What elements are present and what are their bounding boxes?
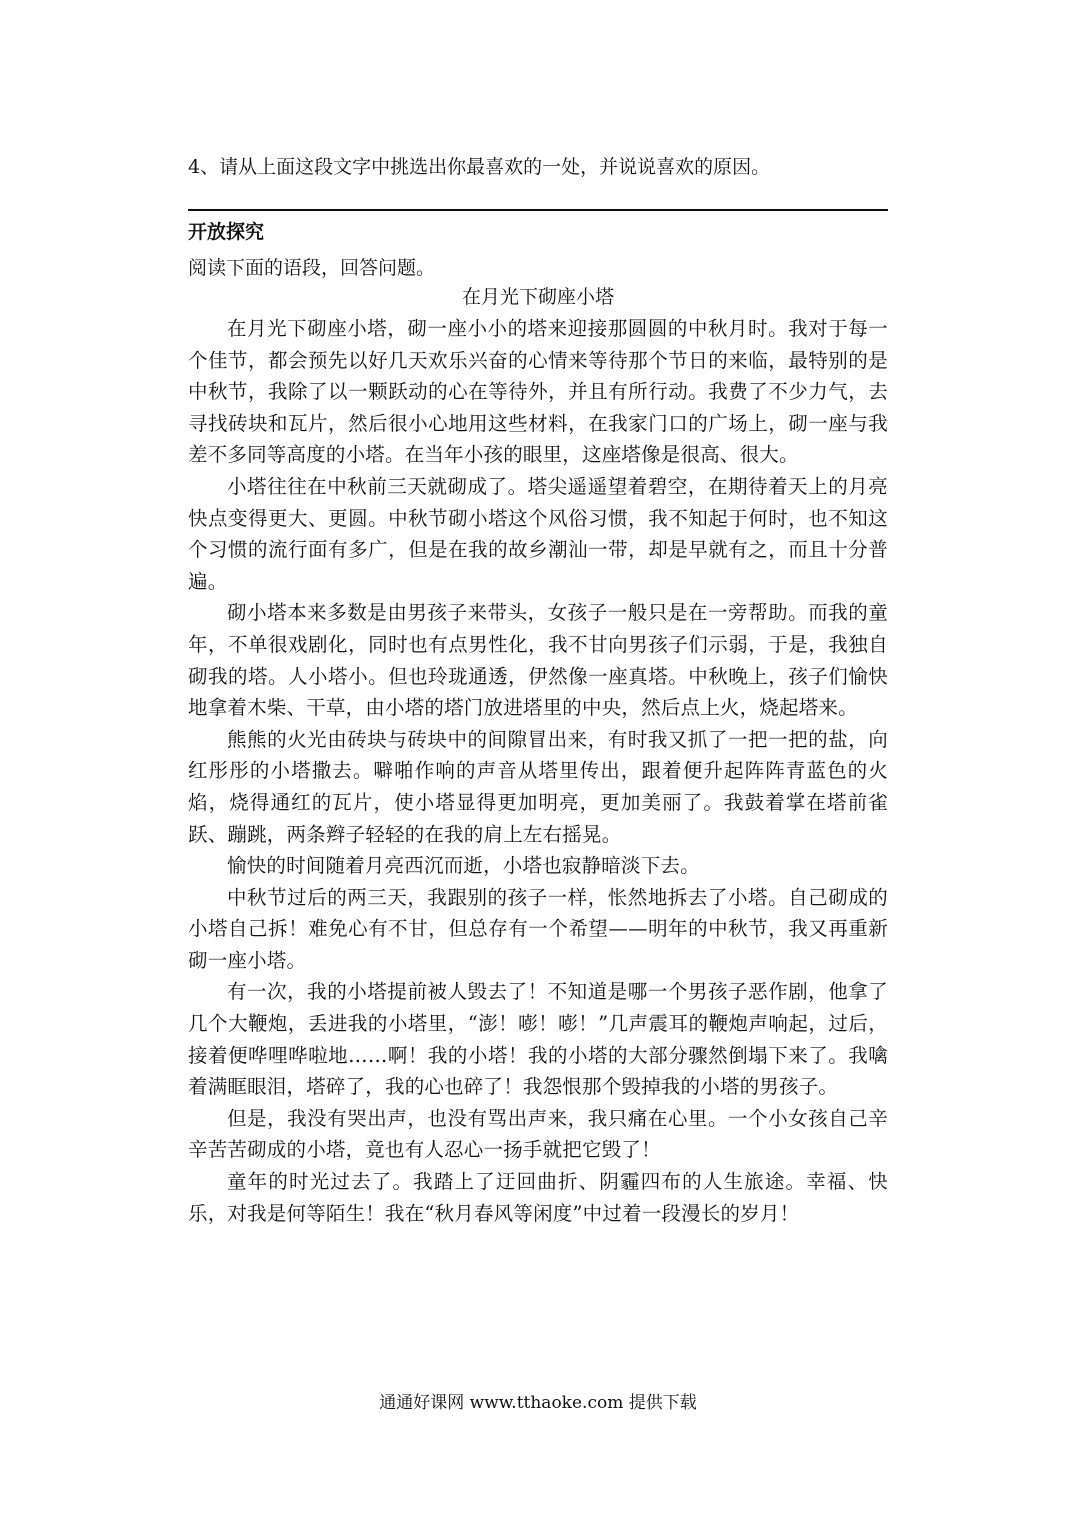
document-page (188, 0, 888, 1518)
instruction-text: 阅读下面的语段，回答问题。 (188, 257, 436, 279)
question-4: 4、请从上面这段文字中挑选出你最喜欢的一处，并说说喜欢的原因。 (188, 156, 771, 178)
paragraph: 砌小塔本来多数是由男孩子来带头，女孩子一般只是在一旁帮助。而我的童年，不单很戏剧化，同时也有点男性化，我不甘向男孩子们示弱，于是，我独自砌我的塔。人小塔小。但也玲珑通透，伊然像一座真塔。中秋晚上，孩子们愉快地拿着木柴、干草，由小塔的塔门放进塔里的中央，然后点上火，烧起塔来。 (188, 601, 888, 720)
paragraph: 但是，我没有哭出声，也没有骂出声来，我只痛在心里。一个小女孩自己辛辛苦苦砌成的小塔，竟也有人忍心一扬手就把它毁了！ (188, 1106, 888, 1162)
paragraph: 中秋节过后的两三天，我跟别的孩子一样，怅然地拆去了小塔。自己砌成的小塔自己拆！难免心有不甘，但总存有一个希望——明年的中秋节，我又再重新砌一座小塔。 (188, 885, 888, 972)
paragraph: 熊熊的火光由砖块与砖块中的间隙冒出来，有时我又抓了一把一把的盐，向红彤彤的小塔撒去。噼啪作响的声音从塔里传出，跟着便升起阵阵青蓝色的火焰，烧得通红的瓦片，使小塔显得更加明亮，更加美丽了。我鼓着掌在塔前雀跃、蹦跳，两条辫子轻轻的在我的肩上左右摇晃。 (188, 727, 888, 846)
page-footer: 通通好课网 www.tthaoke.com 提供下载 (379, 1393, 697, 1413)
paragraph: 小塔往往在中秋前三天就砌成了。塔尖遥遥望着碧空，在期待着天上的月亮快点变得更大、更圆。中秋节砌小塔这个风俗习惯，我不知起于何时，也不知这个习惯的流行面有多广，但是在我的故乡潮汕一带，却是早就有之，而且十分普遍。 (188, 474, 888, 593)
paragraph: 童年的时光过去了。我踏上了迂回曲折、阴霾四布的人生旅途。幸福、快乐，对我是何等陌生！我在“秋月春风等闲度”中过着一段漫长的岁月！ (188, 1170, 888, 1225)
section-heading: 开放探究 (188, 221, 265, 243)
paragraph: 有一次，我的小塔提前被人毁去了！不知道是哪一个男孩子恶作剧，他拿了几个大鞭炮，丢进我的小塔里，“澎！嘭！嘭！”几声震耳的鞭炮声响起，过后，接着便哗哩哗啦地……啊！我的小塔！我的小塔的大部分骤然倒塌下来了。我噙着满眶眼泪，塔碎了，我的心也碎了！我怨恨那个毁掉我的小塔的男孩子。 (188, 980, 888, 1099)
article-title: 在月光下砌座小塔 (461, 286, 614, 308)
article-body (188, 313, 888, 1229)
paragraph: 愉快的时间随着月亮西沉而逝，小塔也寂静暗淡下去。 (227, 854, 700, 878)
section-divider (188, 209, 888, 211)
paragraph: 在月光下砌座小塔，砌一座小小的塔来迎接那圆圆的中秋月时。我对于每一个佳节，都会预先以好几天欢乐兴奋的心情来等待那个节日的来临，最特别的是中秋节，我除了以一颗跃动的心在等待外，并且有所行动。我费了不少力气，去寻找砖块和瓦片，然后很小心地用这些材料，在我家门口的广场上，砌一座与我差不多同等高度的小塔。在当年小孩的眼里，这座塔像是很高、很大。 (188, 317, 888, 467)
